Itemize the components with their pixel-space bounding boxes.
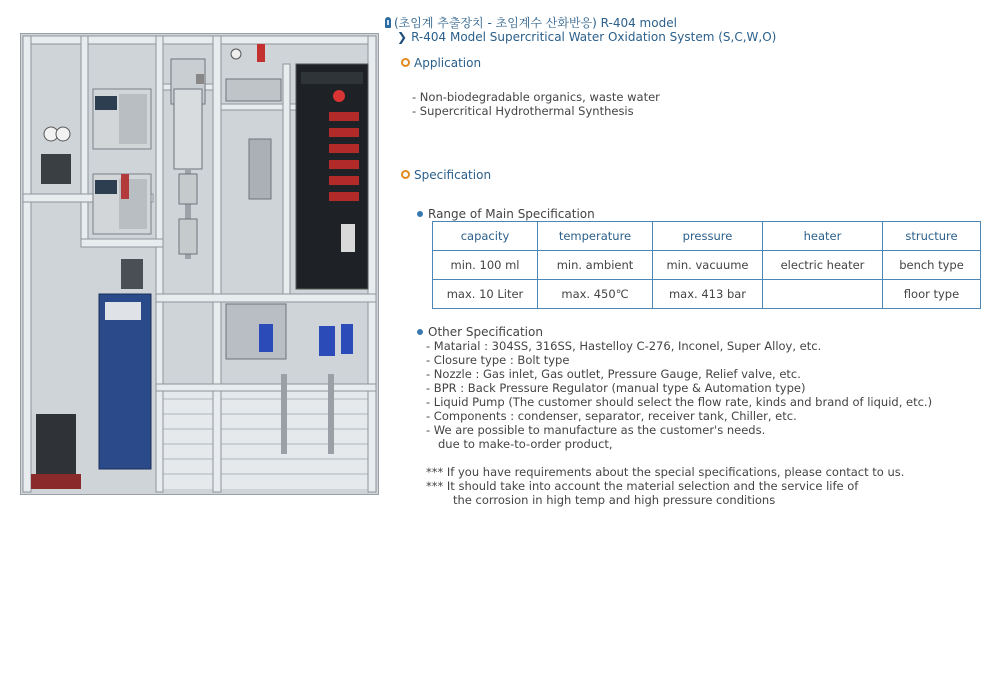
application-heading-text: Application: [414, 56, 482, 70]
table-row: [433, 280, 981, 309]
list-item: - Components : condenser, separator, receiver tank, Chiller, etc.: [426, 409, 797, 423]
table-row: [433, 251, 981, 280]
korean-title-text: (초임계 추출장치 - 초임계수 산화반응) R-404 model: [394, 16, 677, 30]
table-header-cell: pressure: [653, 222, 763, 251]
table-header-cell: structure: [883, 222, 981, 251]
table-header-cell: temperature: [538, 222, 653, 251]
orange-circle-icon: [401, 58, 410, 67]
table-cell: min. 100 ml: [433, 251, 538, 280]
range-heading-text: Range of Main Specification: [428, 207, 595, 221]
note-line: the corrosion in high temp and high pressure conditions: [453, 493, 776, 507]
list-item: - Matarial : 304SS, 316SS, Hastelloy C-276, Inconel, Super Alloy, etc.: [426, 339, 822, 353]
list-item: due to make-to-order product,: [438, 437, 613, 451]
list-item: - We are possible to manufacture as the customer's needs.: [426, 423, 766, 437]
table-cell: electric heater: [763, 251, 883, 280]
other-spec-heading-text: Other Specification: [428, 325, 543, 339]
list-item: - Liquid Pump (The customer should select the flow rate, kinds and brand of liquid, etc.): [426, 395, 933, 409]
product-photo: [20, 33, 379, 495]
application-item: - Supercritical Hydrothermal Synthesis: [412, 104, 634, 118]
list-item: - Nozzle : Gas inlet, Gas outlet, Pressure Gauge, Relief valve, etc.: [426, 367, 801, 381]
table-cell: floor type: [883, 280, 981, 309]
spec-table: [432, 221, 981, 309]
english-title-text: R-404 Model Supercritical Water Oxidation System (S,C,W,O): [411, 30, 777, 44]
table-cell: max. 450℃: [538, 280, 653, 309]
content-area: [385, 16, 990, 44]
blue-dot-icon: [417, 211, 423, 217]
pin-icon: [385, 17, 391, 28]
application-heading: [401, 56, 481, 70]
table-cell: max. 413 bar: [653, 280, 763, 309]
specification-heading: [401, 168, 491, 182]
note-line: *** It should take into account the material selection and the service life of: [426, 479, 859, 493]
list-item: - BPR : Back Pressure Regulator (manual type & Automation type): [426, 381, 806, 395]
table-header-cell: heater: [763, 222, 883, 251]
english-title: [397, 30, 990, 44]
range-heading: [417, 207, 595, 221]
table-cell: min. vacuume: [653, 251, 763, 280]
korean-title: [385, 16, 990, 30]
table-header-cell: capacity: [433, 222, 538, 251]
application-item: - Non-biodegradable organics, waste water: [412, 90, 660, 104]
orange-circle-icon: [401, 170, 410, 179]
table-header-row: [433, 222, 981, 251]
equipment-illustration: [21, 34, 378, 494]
note-line: *** If you have requirements about the special specifications, please contact to us.: [426, 465, 905, 479]
other-spec-heading: [417, 325, 543, 339]
table-cell: min. ambient: [538, 251, 653, 280]
chevron-right-icon: ❯: [397, 30, 408, 44]
specification-heading-text: Specification: [414, 168, 492, 182]
other-spec-list: [426, 339, 932, 507]
table-cell: max. 10 Liter: [433, 280, 538, 309]
table-cell: bench type: [883, 251, 981, 280]
list-item: - Closure type : Bolt type: [426, 353, 570, 367]
blue-dot-icon: [417, 329, 423, 335]
table-cell: [763, 280, 883, 309]
spacer: [426, 451, 932, 465]
